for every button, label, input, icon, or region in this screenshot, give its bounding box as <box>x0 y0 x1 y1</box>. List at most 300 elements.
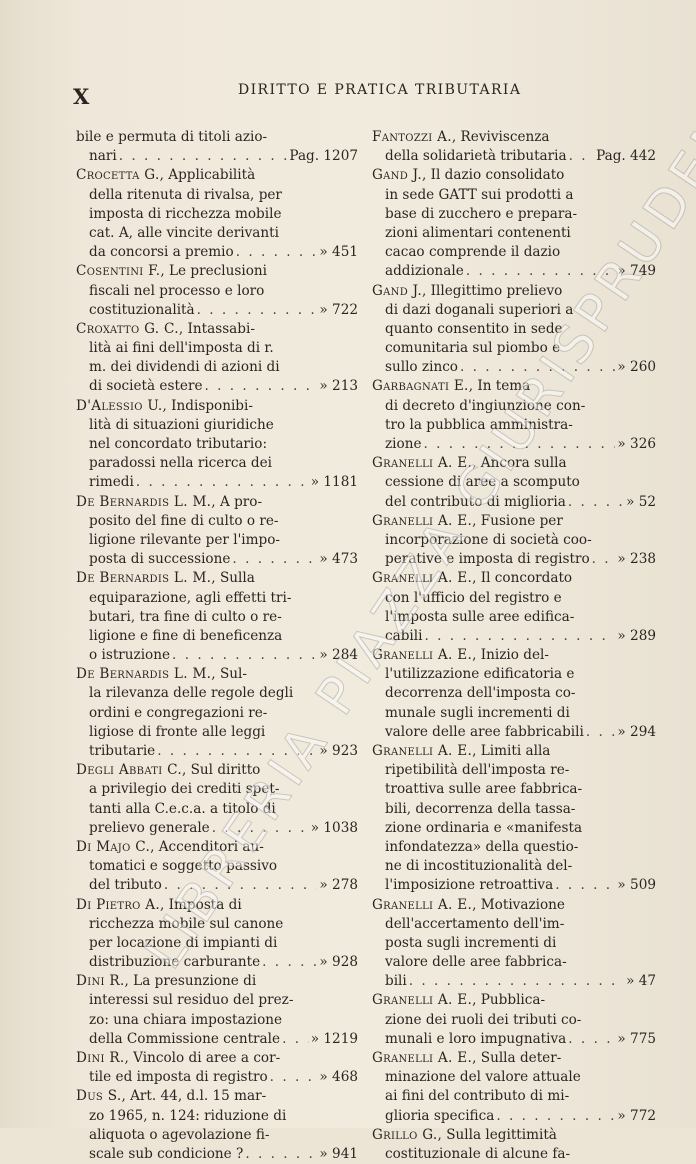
page-number-roman: X <box>73 84 91 109</box>
entry-line-text: bili <box>385 973 407 990</box>
entry-line <box>372 684 656 703</box>
page-reference: » 451 <box>319 244 358 261</box>
entry-author: Granelli A. E. <box>372 992 473 1009</box>
page-reference: » 775 <box>617 1030 656 1047</box>
entry-line <box>372 857 656 876</box>
entry-line-text: costituzionalità <box>89 301 195 318</box>
entry-line-text <box>372 513 563 529</box>
index-column-left <box>76 128 358 1164</box>
entry-author: Grillo G. <box>372 1126 438 1143</box>
entry-line-text <box>76 1050 280 1066</box>
entry-line-text <box>372 129 550 145</box>
entry-title-text: , Ancora sulla <box>472 455 567 472</box>
entry-title-text: , Sulla deter- <box>472 1050 562 1066</box>
index-entry <box>372 569 656 646</box>
page-reference: » 238 <box>617 551 656 568</box>
page-reference: Pag. 442 <box>596 148 656 165</box>
entry-line-text: a privilegio dei crediti spet- <box>89 781 280 798</box>
entry-line-text: del tributo <box>89 877 162 894</box>
entry-title-text: , Accenditori au- <box>150 838 264 855</box>
page-reference: » 1038 <box>310 819 358 836</box>
entry-line-text <box>372 897 565 913</box>
entry-line <box>76 934 358 953</box>
index-entry <box>76 493 358 570</box>
entry-line <box>372 742 656 761</box>
entry-line <box>372 473 656 492</box>
page-reference: » 260 <box>617 359 656 376</box>
entry-author: Di Pietro A. <box>76 896 161 913</box>
entry-line <box>76 358 358 377</box>
page-reference: » 294 <box>617 723 656 740</box>
dot-leader <box>424 435 616 454</box>
entry-title-text: , Illegittimo prelievo <box>421 282 563 299</box>
entry-line <box>76 224 358 243</box>
entry-line <box>372 589 656 608</box>
entry-line-text: in sede GATT sui prodotti a <box>385 186 574 203</box>
entry-line-text: lità di situazioni giuridiche <box>89 416 274 433</box>
index-entry <box>372 128 656 166</box>
entry-line <box>372 186 656 205</box>
entry-title-text: , Indisponibi- <box>162 397 253 414</box>
entry-line <box>76 282 358 301</box>
entry-line <box>76 454 358 473</box>
entry-line <box>372 569 656 588</box>
entry-line <box>76 780 358 799</box>
entry-line-text: cessione di aree a scomputo <box>385 474 580 491</box>
entry-line-text <box>372 378 530 394</box>
entry-line <box>76 896 358 915</box>
entry-line-text: posta di successione <box>89 551 231 568</box>
entry-line-text: della solidarietà tributaria <box>385 148 567 165</box>
entry-line-text: cacao comprende il dazio <box>385 244 561 261</box>
dot-leader <box>212 819 309 838</box>
entry-line <box>372 454 656 473</box>
index-entry <box>372 454 656 512</box>
dot-leader <box>172 646 317 665</box>
entry-title-text: , Pubblica- <box>472 992 546 1009</box>
entry-line-text: infondatezza» della questio- <box>385 838 579 855</box>
entry-line <box>76 1087 358 1106</box>
entry-line-text: zione ordinaria e «manifesta <box>385 819 583 836</box>
entry-line-text <box>76 263 267 279</box>
index-entry <box>76 128 358 166</box>
entry-line <box>76 589 358 608</box>
entry-line <box>372 205 656 224</box>
entry-line-text: ne di incostituzionalità del- <box>385 858 573 875</box>
entry-line <box>372 397 656 416</box>
entry-line <box>76 1049 358 1068</box>
page-reference: » 278 <box>319 877 358 894</box>
index-column-right <box>372 128 656 1164</box>
entry-line <box>372 780 656 799</box>
entry-line <box>372 876 656 895</box>
entry-line <box>76 761 358 780</box>
running-title: DIRITTO E PRATICA TRIBUTARIA <box>238 82 522 98</box>
entry-line <box>372 953 656 972</box>
entry-author: De Bernardis L. M. <box>76 493 212 510</box>
entry-line-text <box>372 455 567 471</box>
entry-line <box>372 128 656 147</box>
entry-line <box>372 243 656 262</box>
entry-author: Granelli A. E. <box>372 1050 473 1066</box>
entry-line <box>372 550 656 569</box>
entry-line <box>76 627 358 646</box>
entry-line <box>372 1011 656 1030</box>
entry-line <box>372 934 656 953</box>
page-reference: » 1181 <box>310 474 358 491</box>
page-reference: » 468 <box>319 1069 358 1086</box>
page-reference: » 52 <box>626 493 656 510</box>
page-reference: » 509 <box>617 877 656 894</box>
dot-leader <box>592 550 616 569</box>
entry-line <box>372 166 656 185</box>
index-entry <box>76 838 358 896</box>
entry-title-text: , Fusione per <box>472 512 563 529</box>
entry-title-text: , Art. 44, d.l. 15 mar- <box>121 1088 267 1105</box>
entry-line-text: bile e permuta di titoli azio- <box>76 129 268 145</box>
page-reference: » 47 <box>626 973 656 990</box>
entry-line-text <box>76 321 255 337</box>
entry-line-text: zo: una chiara impostazione <box>89 1011 283 1028</box>
entry-title-text: , Sulla legittimità <box>437 1126 557 1143</box>
entry-line <box>76 473 358 492</box>
entry-line <box>76 531 358 550</box>
entry-line <box>76 972 358 991</box>
entry-line <box>76 953 358 972</box>
entry-author: Granelli A. E. <box>372 647 473 664</box>
entry-line <box>372 819 656 838</box>
entry-line-text: del contributo di miglioria <box>385 493 566 510</box>
entry-line <box>76 512 358 531</box>
page-reference: » 284 <box>319 647 358 664</box>
entry-line-text: ligione rilevante per l'impo- <box>89 531 281 548</box>
entry-line-text: decorrenza dell'imposta co- <box>385 685 576 702</box>
index-entry <box>76 761 358 838</box>
entry-author: De Bernardis L. M. <box>76 570 212 587</box>
entry-line <box>76 1145 358 1164</box>
entry-line-text: equiparazione, agli effetti tri- <box>89 589 292 606</box>
entry-line <box>372 665 656 684</box>
dot-leader <box>136 473 309 492</box>
entry-line-text: di dazi doganali superiori a <box>385 301 574 318</box>
entry-author: Croxatto G. C. <box>76 320 179 337</box>
entry-line-text: butari, tra fine di culto o re- <box>89 608 282 625</box>
entry-line <box>76 147 358 166</box>
dot-leader <box>568 1030 615 1049</box>
page-reference: » 473 <box>319 551 358 568</box>
entry-line-text <box>76 762 260 778</box>
entry-line-text: l'imposta sulle aree edifica- <box>385 608 575 625</box>
entry-line-text: posito del fine di culto o re- <box>89 512 279 529</box>
entry-line-text: l'imposizione retroattiva <box>385 877 554 894</box>
page-reference: Pag. 1207 <box>289 148 358 165</box>
entry-line-text: troattiva sulle aree fabbrica- <box>385 781 583 798</box>
dot-leader <box>496 1107 615 1126</box>
entry-line <box>372 435 656 454</box>
entry-title-text: , A pro- <box>211 493 263 510</box>
entry-line-text <box>372 167 564 183</box>
entry-author: Dini R. <box>76 973 125 990</box>
entry-line-text: della Commissione centrale <box>89 1030 281 1047</box>
entry-line <box>372 339 656 358</box>
dot-leader <box>282 1030 309 1049</box>
entry-line <box>372 972 656 991</box>
index-entry <box>372 896 656 992</box>
entry-line-text <box>76 839 264 855</box>
entry-title-text: , Motivazione <box>472 896 565 913</box>
entry-line-text: incorporazione di società coo- <box>385 531 592 548</box>
entry-line-text <box>76 494 262 510</box>
entry-line-text: distribuzione carburante <box>89 954 261 971</box>
dot-leader <box>569 147 594 166</box>
entry-line <box>76 800 358 819</box>
entry-line <box>372 896 656 915</box>
entry-title-text: , Limiti alla <box>472 743 551 759</box>
entry-line <box>372 608 656 627</box>
entry-line-text: nari <box>89 148 117 165</box>
dot-leader <box>409 972 624 991</box>
entry-line <box>76 819 358 838</box>
entry-line-text <box>76 570 255 586</box>
entry-author: De Bernardis L. M. <box>76 666 212 683</box>
entry-line-text: della ritenuta di rivalsa, per <box>89 186 282 203</box>
entry-line-text: la rilevanza delle regole degli <box>89 685 294 702</box>
index-entry <box>372 742 656 896</box>
page-reference: » 923 <box>319 743 358 759</box>
entry-line-text <box>372 1050 561 1066</box>
page-reference: » 213 <box>319 378 358 395</box>
entry-line <box>76 608 358 627</box>
entry-line-text: lità ai fini dell'imposta di r. <box>89 340 274 357</box>
entry-line-text: zioni alimentari contenenti <box>385 224 571 241</box>
entry-author: Dus S. <box>76 1088 122 1105</box>
entry-line-text: ai fini del contributo di mi- <box>385 1088 570 1105</box>
entry-line <box>76 377 358 396</box>
entry-line-text: perative e imposta di registro <box>385 551 590 568</box>
index-entry <box>76 262 358 320</box>
dot-leader <box>460 358 615 377</box>
entry-line <box>372 991 656 1010</box>
entry-line-text: munale sugli incrementi di <box>385 704 570 721</box>
entry-line-text: tributarie <box>89 743 156 759</box>
entry-line-text: sullo zinco <box>385 359 458 376</box>
entry-line <box>372 1126 656 1145</box>
entry-line-text: di decreto d'ingiunzione con- <box>385 397 586 414</box>
dot-leader <box>424 627 615 646</box>
entry-line-text: aliquota o agevolazione fi- <box>89 1126 270 1143</box>
entry-line <box>372 512 656 531</box>
entry-line-text: cabili <box>385 627 423 644</box>
entry-line-text: base di zucchero e prepara- <box>385 205 578 222</box>
page-reference: » 1219 <box>310 1030 358 1047</box>
dot-leader <box>586 723 616 742</box>
dot-leader <box>262 953 317 972</box>
index-entry <box>76 320 358 397</box>
entry-author: Granelli A. E. <box>372 570 473 587</box>
entry-author: Gand J. <box>372 167 422 184</box>
entry-line-text: ordini e congregazioni re- <box>89 704 268 721</box>
page-reference: » 772 <box>617 1107 656 1124</box>
entry-line <box>76 205 358 224</box>
entry-line <box>372 1107 656 1126</box>
entry-author: Cosentini F. <box>76 263 161 280</box>
entry-line <box>372 627 656 646</box>
entry-author: Gand J. <box>372 282 422 299</box>
entry-line <box>372 531 656 550</box>
entry-line <box>76 1011 358 1030</box>
entry-line <box>372 704 656 723</box>
entry-line <box>76 704 358 723</box>
dot-leader <box>236 243 318 262</box>
index-entry <box>76 166 358 262</box>
entry-line-text: fiscali nel processo e loro <box>89 282 265 299</box>
index-entry <box>76 665 358 761</box>
entry-line <box>76 838 358 857</box>
entry-line <box>76 493 358 512</box>
index-entry <box>372 1049 656 1126</box>
index-entry <box>372 166 656 281</box>
entry-line-text: valore delle aree fabbrica- <box>385 954 567 971</box>
entry-author: Crocetta G. <box>76 167 160 184</box>
entry-line-text: ripetibilità dell'imposta re- <box>385 762 570 779</box>
entry-line <box>372 1145 656 1164</box>
entry-line <box>372 224 656 243</box>
entry-line-text: paradossi nella ricerca dei <box>89 455 272 472</box>
entry-line-text <box>372 570 572 586</box>
dot-leader <box>119 147 288 166</box>
entry-line-text: rimedi <box>89 474 134 491</box>
entry-title-text: , La presunzione di <box>124 973 257 990</box>
page-reference: » 941 <box>319 1145 358 1162</box>
entry-line <box>76 742 358 761</box>
entry-line <box>372 493 656 512</box>
page-reference: » 928 <box>319 954 358 971</box>
entry-line <box>76 665 358 684</box>
entry-line <box>372 377 656 396</box>
entry-line <box>76 569 358 588</box>
entry-line-text <box>76 1088 266 1104</box>
entry-line-text: l'utilizzazione edificatoria e <box>385 666 575 683</box>
entry-title-text: , Il dazio consolidato <box>421 167 565 184</box>
page-reference: » 326 <box>617 436 656 452</box>
entry-line <box>372 320 656 339</box>
entry-author: Granelli A. E. <box>372 743 473 759</box>
entry-line <box>372 301 656 320</box>
entry-line <box>76 991 358 1010</box>
entry-line-text: munali e loro impugnativa <box>385 1030 567 1047</box>
entry-line-text <box>372 283 562 299</box>
entry-line-text: o istruzione <box>89 647 171 664</box>
entry-line-text <box>76 666 247 682</box>
entry-line <box>372 838 656 857</box>
entry-line-text: da concorsi a premio <box>89 244 234 261</box>
entry-line <box>372 1087 656 1106</box>
entry-title-text: , Imposta di <box>160 896 242 913</box>
index-entry <box>76 972 358 1049</box>
entry-line-text: m. dei dividendi di azioni di <box>89 359 280 376</box>
entry-line <box>76 915 358 934</box>
entry-line <box>372 1068 656 1087</box>
index-entry <box>76 896 358 973</box>
entry-line-text: valore delle aree fabbricabili <box>385 723 584 740</box>
entry-title-text: , Sul- <box>211 666 247 683</box>
entry-line <box>76 397 358 416</box>
dot-leader <box>197 301 318 320</box>
entry-line-text: tomatici e soggetto passivo <box>89 858 278 875</box>
entry-line-text: minazione del valore attuale <box>385 1069 581 1086</box>
entry-line <box>76 339 358 358</box>
entry-line-text: tro la pubblica amministra- <box>385 416 573 433</box>
entry-line <box>372 1049 656 1068</box>
entry-line <box>76 1068 358 1087</box>
entry-author: Garbagnati E. <box>372 378 469 395</box>
entry-line-text: addizionale <box>385 263 464 280</box>
entry-line-text: scale sub condicione ? <box>89 1145 244 1162</box>
entry-title-text: , Le preclusioni <box>160 263 267 280</box>
entry-title-text: , In tema <box>468 378 531 395</box>
entry-author: D'Alessio U. <box>76 397 163 414</box>
entry-author: Granelli A. E. <box>372 455 473 472</box>
entry-line-text: interessi sul residuo del prez- <box>89 992 294 1009</box>
entry-author: Granelli A. E. <box>372 512 473 529</box>
entry-line <box>76 550 358 569</box>
entry-line-text: cat. A, alle vincite derivanti <box>89 224 279 241</box>
entry-title-text: , Inizio del- <box>472 647 549 664</box>
entry-line-text: nel concordato tributario: <box>89 436 268 452</box>
entry-line-text: comunitaria sul piombo e <box>385 340 561 357</box>
index-entry <box>372 377 656 454</box>
entry-line <box>372 723 656 742</box>
entry-title-text: , Intassabi- <box>178 320 255 337</box>
dot-leader <box>232 550 317 569</box>
entry-line <box>372 646 656 665</box>
index-entry <box>76 1049 358 1087</box>
entry-title-text: , Reviviscenza <box>451 129 550 145</box>
entry-line-text: dell'accertamento dell'im- <box>385 915 565 932</box>
entry-line-text: prelievo generale <box>89 819 210 836</box>
entry-line <box>76 243 358 262</box>
entry-author: Dini R. <box>76 1050 125 1066</box>
entry-author: Di Majo C. <box>76 838 151 855</box>
dot-leader <box>270 1068 318 1087</box>
entry-line <box>76 684 358 703</box>
dot-leader <box>466 262 616 281</box>
entry-author: Degli Abbati C. <box>76 762 182 779</box>
index-entry <box>76 569 358 665</box>
entry-line-text <box>76 973 256 989</box>
entry-line <box>372 282 656 301</box>
dot-leader <box>205 377 318 396</box>
entry-line-text: zo 1965, n. 124: riduzione di <box>89 1107 287 1124</box>
entry-line-text <box>372 743 550 759</box>
entry-line <box>76 1107 358 1126</box>
entry-line-text <box>372 992 545 1008</box>
entry-line <box>372 915 656 934</box>
entry-line <box>76 320 358 339</box>
index-entry <box>372 282 656 378</box>
entry-line-text: imposta di ricchezza mobile <box>89 205 282 222</box>
entry-line <box>76 876 358 895</box>
page-reference: » 289 <box>617 627 656 644</box>
entry-line-text <box>76 398 253 414</box>
entry-line-text: zione dei ruoli dei tributi co- <box>385 1011 582 1028</box>
entry-line <box>76 262 358 281</box>
entry-title-text: , Sul diritto <box>181 762 261 779</box>
entry-line <box>372 358 656 377</box>
entry-line <box>76 646 358 665</box>
entry-line-text: con l'ufficio del registro e <box>385 589 562 606</box>
entry-line-text <box>76 897 242 913</box>
